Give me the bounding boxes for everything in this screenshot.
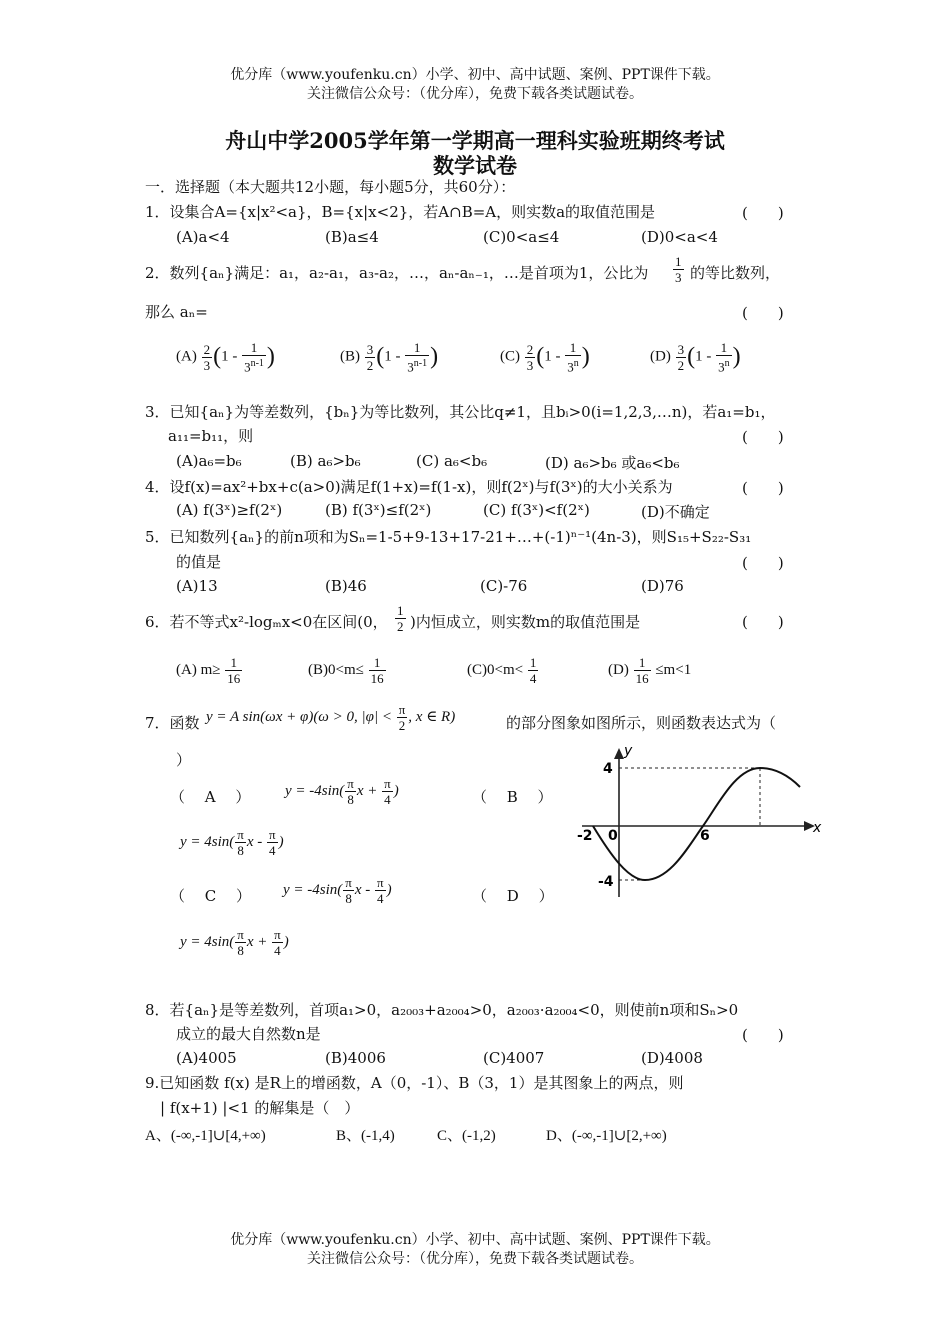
q3-option-c: (C) a₆<b₆ xyxy=(416,452,488,470)
q7-label-b: （ B ） xyxy=(472,788,553,806)
q6-stem-a: 6．若不等式x²-logₘx<0在区间(0， xyxy=(145,613,388,631)
q6-answer-paren: ( ) xyxy=(742,613,784,631)
q1-stem: 1．设集合A={x|x²<a}，B={x|x<2}，若A∩B=A，则实数a的取值范围是 xyxy=(145,203,656,221)
q1-option-c: (C)0<a≤4 xyxy=(483,228,560,246)
q7-label-d: （ D ） xyxy=(472,887,554,905)
q6-option-c: (C)0<m< $\frac{1}{4}$ xyxy=(467,655,537,686)
q8-answer-paren: ( ) xyxy=(742,1026,784,1044)
q2-stem-b: 的等比数列， xyxy=(690,264,781,282)
q5-option-c: (C)-76 xyxy=(480,577,528,595)
q9-option-a: A、(-∞,-1]∪[4,+∞) xyxy=(145,1128,266,1144)
exam-subtitle: 数学试卷 xyxy=(433,153,517,178)
q6-option-b: (B)0<m≤ $\frac{1}{16}$ xyxy=(308,655,384,686)
q1-option-b: (B)a≤4 xyxy=(325,228,379,246)
q7-option-a: y = -4sin( $\frac{\pi}{8}$ x + $\frac{\pi}{4}$ ) xyxy=(285,776,399,807)
graph-tick-0: 0 xyxy=(608,828,618,844)
q6-option-d: (D) $\frac{1}{16}$ ≤m<1 xyxy=(608,655,692,686)
q7-option-c: y = -4sin( $\frac{\pi}{8}$ x - $\frac{\pi}{4}$ ) xyxy=(283,875,392,906)
q3-option-b: (B) a₆>b₆ xyxy=(290,452,361,470)
q7-stem-c: ） xyxy=(176,751,192,769)
q7-stem-a: 7．函数 xyxy=(145,714,200,732)
q2-stem-a: 2．数列{aₙ}满足：a₁，a₂-a₁，a₃-a₂，…，aₙ-aₙ₋₁，…是首项为1，公比为 xyxy=(145,264,649,282)
q2-option-c: (C) $\frac{2}{3}$ (1 - $\frac{1}{3^n}$ ) xyxy=(500,340,590,375)
q2-option-a: (A) $\frac{2}{3}$ (1 - $\frac{1}{3^{n-1}}$ ) xyxy=(176,340,275,375)
q8-stem-a: 8．若{aₙ}是等差数列，首项a₁>0，a₂₀₀₃+a₂₀₀₄>0，a₂₀₀₃·a₂₀₀₄<0，则使前n项和Sₙ>0 xyxy=(145,1001,739,1019)
graph-tick-4: 4 xyxy=(603,761,613,777)
q7-formula: y = A sin(ωx + φ)(ω > 0, |φ| < $\frac{\pi}{2}$ , x ∈ R) xyxy=(206,702,456,733)
q3-option-a: (A)a₆=b₆ xyxy=(176,452,242,470)
q4-stem: 4．设f(x)=ax²+bx+c(a>0)满足f(1+x)=f(1-x)，则f(2ˣ)与f(3ˣ)的大小关系为 xyxy=(145,478,673,496)
q9-stem-a: 9.已知函数 f(x) 是R上的增函数，A（0，-1）、B（3，1）是其图象上的两点，则 xyxy=(145,1074,684,1092)
q2-ratio-fraction: $\frac{1}{3}$ xyxy=(675,254,682,285)
q9-stem-b: | f(x+1) |<1 的解集是（ ） xyxy=(160,1099,360,1117)
q3-option-d: (D) a₆>b₆ 或a₆<b₆ xyxy=(545,454,680,472)
q1-answer-paren: ( ) xyxy=(742,204,784,222)
header-line-2: 关注微信公众号：（优分库），免费下载各类试题试卷。 xyxy=(307,86,643,102)
header-line-1: 优分库（www.youfenku.cn）小学、初中、高中试题、案例、PPT课件下载。 xyxy=(230,67,720,83)
q8-option-a: (A)4005 xyxy=(176,1049,237,1067)
q8-option-c: (C)4007 xyxy=(483,1049,545,1067)
q2-answer-paren: ( ) xyxy=(742,304,784,322)
exam-title: 舟山中学2005学年第一学期高一理科实验班期终考试 xyxy=(225,128,725,153)
q5-answer-paren: ( ) xyxy=(742,554,784,572)
q3-stem-b: a₁₁=b₁₁，则 xyxy=(168,427,254,445)
graph-x-label: x xyxy=(813,820,822,836)
q6-option-a: (A) m≥ $\frac{1}{16}$ xyxy=(176,655,241,686)
q4-answer-paren: ( ) xyxy=(742,479,784,497)
graph-y-label: y xyxy=(624,743,633,759)
q5-stem-b: 的值是 xyxy=(176,553,222,571)
graph-y-arrow xyxy=(614,748,624,759)
q7-label-c: （ C ） xyxy=(170,887,252,905)
q3-answer-paren: ( ) xyxy=(742,428,784,446)
q8-option-b: (B)4006 xyxy=(325,1049,386,1067)
q1-option-a: (A)a<4 xyxy=(176,228,230,246)
graph-tick-neg4: -4 xyxy=(598,874,614,890)
q6-half-fraction: $\frac{1}{2}$ xyxy=(397,603,404,634)
graph-tick-6: 6 xyxy=(700,828,710,844)
q7-stem-b: 的部分图象如图所示，则函数表达式为（ xyxy=(506,714,777,732)
q6-stem-b: )内恒成立，则实数m的取值范围是 xyxy=(410,613,641,631)
q7-sine-graph xyxy=(570,742,835,902)
q8-option-d: (D)4008 xyxy=(641,1049,703,1067)
q2-stem-c: 那么 aₙ= xyxy=(145,303,208,321)
footer-line-1: 优分库（www.youfenku.cn）小学、初中、高中试题、案例、PPT课件下载。 xyxy=(230,1232,720,1248)
q9-option-b: B、(-1,4) xyxy=(336,1128,395,1144)
q9-option-d: D、(-∞,-1]∪[2,+∞) xyxy=(546,1128,667,1144)
q4-option-c: (C) f(3ˣ)<f(2ˣ) xyxy=(483,501,590,519)
q5-option-d: (D)76 xyxy=(641,577,684,595)
footer-line-2: 关注微信公众号：（优分库），免费下载各类试题试卷。 xyxy=(307,1251,643,1267)
q5-stem-a: 5．已知数列{aₙ}的前n项和为Sₙ=1-5+9-13+17-21+…+(-1)ⁿ⁻¹(4n-3)，则S₁₅+S₂₂-S₃₁ xyxy=(145,528,752,546)
q1-option-d: (D)0<a<4 xyxy=(641,228,718,246)
q4-option-d: (D)不确定 xyxy=(641,503,710,521)
q2-option-d: (D) $\frac{3}{2}$ (1 - $\frac{1}{3^n}$ ) xyxy=(650,340,741,375)
q9-option-c: C、(-1,2) xyxy=(437,1128,496,1144)
q2-option-b: (B) $\frac{3}{2}$ (1 - $\frac{1}{3^{n-1}}$ ) xyxy=(340,340,439,375)
q5-option-a: (A)13 xyxy=(176,577,218,595)
q4-option-b: (B) f(3ˣ)≤f(2ˣ) xyxy=(325,501,432,519)
q3-stem-a: 3．已知{aₙ}为等差数列，{bₙ}为等比数列，其公比q≠1，且bᵢ>0(i=1,2,3,…n)，若a₁=b₁， xyxy=(145,403,776,421)
q4-option-a: (A) f(3ˣ)≥f(2ˣ) xyxy=(176,501,283,519)
q8-stem-b: 成立的最大自然数n是 xyxy=(176,1025,321,1043)
q5-option-b: (B)46 xyxy=(325,577,367,595)
graph-tick-neg2: -2 xyxy=(577,828,593,844)
section-heading: 一．选择题（本大题共12小题，每小题5分，共60分）： xyxy=(145,178,516,196)
q7-label-a: （ A ） xyxy=(170,788,251,806)
graph-sine-curve xyxy=(593,768,800,880)
q7-option-d: y = 4sin( $\frac{\pi}{8}$ x + $\frac{\pi}{4}$ ) xyxy=(180,927,289,958)
q7-option-b: y = 4sin( $\frac{\pi}{8}$ x - $\frac{\pi}{4}$ ) xyxy=(180,827,284,858)
